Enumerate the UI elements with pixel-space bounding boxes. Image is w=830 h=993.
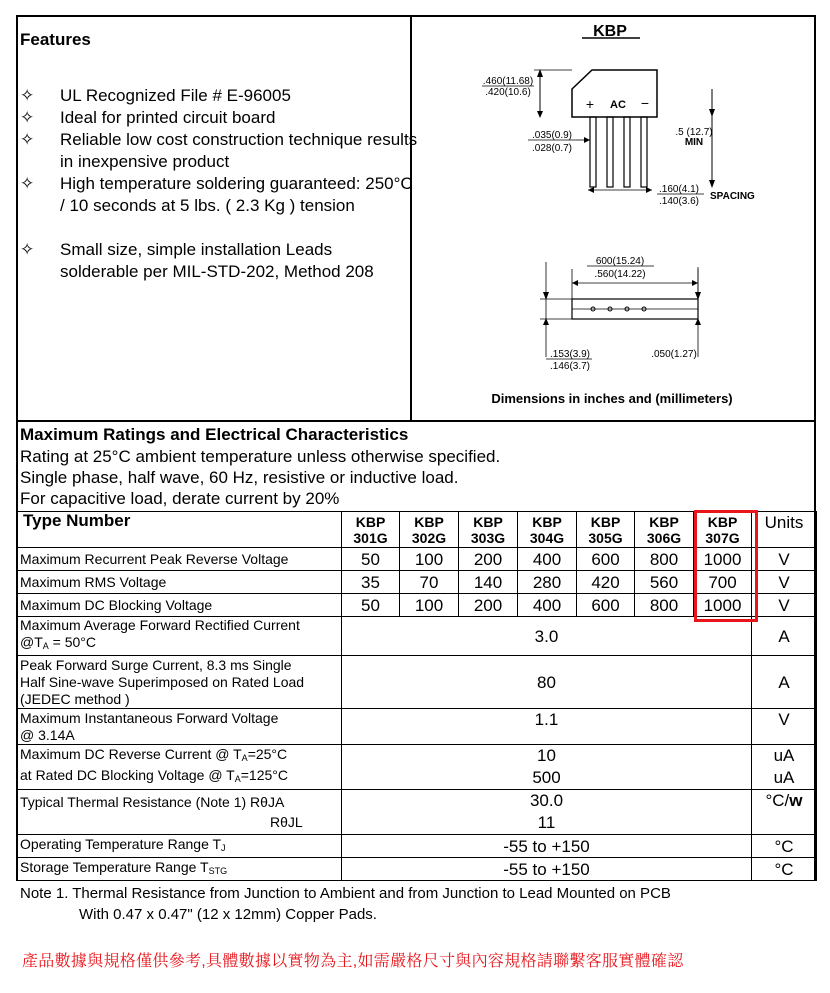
value-cell: 30.0 11 (342, 790, 752, 835)
star-bullet-icon: ✧ (20, 174, 35, 193)
dim-height-min: .420(10.6) (485, 87, 531, 98)
plus-symbol: + (585, 96, 595, 112)
value-cell: 100 (400, 548, 459, 571)
value-cell: 560 (635, 571, 694, 594)
model-header: KBP 304G (518, 512, 577, 548)
value-cell: 200 (459, 594, 518, 617)
dim-thickness-max: .153(3.9) (549, 349, 591, 360)
ratings-line: Rating at 25°C ambient temperature unless otherwise specified. (20, 447, 501, 466)
star-bullet-icon: ✧ (20, 86, 35, 105)
feature-item (20, 107, 410, 129)
value-cell: 1.1 (342, 709, 752, 745)
dim-lead-dia: .050(1.27) (651, 349, 697, 360)
value-cell: 420 (577, 571, 635, 594)
feature-text: Small size, simple installation Leads solderable per MIL-STD-202, Method 208 (60, 240, 374, 281)
unit-cell: A (752, 617, 817, 656)
model-header: KBP 305G (577, 512, 635, 548)
value-cell: 80 (342, 656, 752, 709)
value-cell: 3.0 (342, 617, 752, 656)
value-cell: -55 to +150 (342, 835, 752, 858)
value-cell: -55 to +150 (342, 858, 752, 881)
param-label: Maximum RMS Voltage (17, 571, 342, 594)
dim-height-max: .460(11.68) (482, 76, 534, 87)
value-cell: 700 (694, 571, 752, 594)
model-header: KBP 306G (635, 512, 694, 548)
note (20, 883, 671, 925)
unit-cell: V (752, 594, 817, 617)
value-cell: 200 (459, 548, 518, 571)
dim-width-max: 600(15.24) (595, 256, 645, 267)
dimensions-caption: Dimensions in inches and (millimeters) (491, 391, 733, 406)
dim-width-min: .560(14.22) (594, 269, 646, 280)
dim-thickness-min: .146(3.7) (549, 361, 591, 372)
dim-lead-length-min: MIN (684, 137, 704, 148)
highlight-box-307g (694, 510, 758, 622)
unit-cell: °C (752, 858, 817, 881)
table-row (17, 790, 817, 835)
value-cell: 100 (400, 594, 459, 617)
feature-text: Ideal for printed circuit board (60, 108, 276, 127)
table-row (17, 617, 817, 656)
value-cell: 800 (635, 548, 694, 571)
param-label: Operating Temperature Range $T_J$ (17, 835, 342, 858)
unit-cell: V (752, 709, 817, 745)
feature-text: Reliable low cost construction technique results in inexpensive product (60, 130, 418, 171)
feature-text: High temperature soldering guaranteed: 250°C / 10 seconds at 5 lbs. ( 2.3 Kg ) tension (60, 174, 413, 215)
value-cell: 1000 (694, 594, 752, 617)
param-label: Maximum Average Forward Rectified Current $@T_A = 50^\circ C$ (17, 617, 342, 656)
param-label: Maximum DC Blocking Voltage (17, 594, 342, 617)
ac-symbol: AC (610, 99, 626, 111)
value-cell: 1000 (694, 548, 752, 571)
table-row (17, 709, 817, 745)
ratings-line: For capacitive load, derate current by 20% (20, 489, 340, 508)
unit-cell: V (752, 548, 817, 571)
star-bullet-icon: ✧ (20, 108, 35, 127)
star-bullet-icon: ✧ (20, 130, 35, 149)
value-cell: 400 (518, 548, 577, 571)
star-bullet-icon: ✧ (20, 240, 35, 259)
table-row (17, 835, 817, 858)
unit-cell: uA uA (752, 745, 817, 790)
value-cell: 280 (518, 571, 577, 594)
value-cell: 50 (342, 548, 400, 571)
ratings-line: Single phase, half wave, 60 Hz, resistive or inductive load. (20, 468, 459, 487)
minus-symbol: − (640, 95, 650, 111)
param-label: Maximum DC Reverse Current @ $T_A=25^\circ C$ at Rated DC Blocking Voltage @ $T_A=125^\circ C$ (17, 745, 342, 790)
dim-lead-length: .5 (12.7) (675, 127, 713, 138)
feature-item (20, 129, 418, 173)
feature-item (20, 239, 410, 305)
note-line: Note 1. Thermal Resistance from Junction to Ambient and from Junction to Lead Mounted on PCB (20, 885, 671, 902)
dim-lead-width-min: .028(0.7) (531, 143, 573, 154)
feature-item (20, 85, 410, 107)
package-title: KBP (593, 23, 627, 40)
type-number-header: Type Number (17, 512, 342, 548)
note-line: With 0.47 x 0.47" (12 x 12mm) Copper Pads. (79, 906, 377, 923)
unit-cell: A (752, 656, 817, 709)
frame-section-divider (16, 420, 816, 422)
feature-text: UL Recognized File # E-96005 (60, 86, 291, 105)
model-header: KBP 301G (342, 512, 400, 548)
param-label: Peak Forward Surge Current, 8.3 ms Single Half Sine-wave Superimposed on Rated Load (JEDEC method ) (17, 656, 342, 709)
dim-spacing-min: .140(3.6) (658, 196, 700, 207)
units-header: Units (752, 512, 817, 548)
features-title: Features (20, 30, 91, 49)
value-cell: 800 (635, 594, 694, 617)
value-cell: 10 500 (342, 745, 752, 790)
ratings-title: Maximum Ratings and Electrical Characteristics (20, 425, 409, 444)
param-label: Storage Temperature Range $T_{STG}$ (17, 858, 342, 881)
model-header: KBP 303G (459, 512, 518, 548)
param-label: Maximum Recurrent Peak Reverse Voltage (17, 548, 342, 571)
value-cell: 400 (518, 594, 577, 617)
table-row (17, 656, 817, 709)
dim-spacing-max: .160(4.1) (658, 184, 700, 195)
disclaimer: 產品數據與規格僅供參考,具體數據以實物為主,如需嚴格尺寸與內容規格請聯繫客服實體確認 (22, 953, 684, 970)
unit-cell: V (752, 571, 817, 594)
value-cell: 600 (577, 548, 635, 571)
unit-cell: °C (752, 835, 817, 858)
table-row (17, 745, 817, 790)
package-drawing (412, 17, 814, 420)
value-cell: 70 (400, 571, 459, 594)
value-cell: 600 (577, 594, 635, 617)
param-label: Typical Thermal Resistance (Note 1) RθJA RθJL (17, 790, 342, 835)
value-cell: 140 (459, 571, 518, 594)
table-row (17, 858, 817, 881)
model-header: KBP 307G (694, 512, 752, 548)
param-label: Maximum Instantaneous Forward Voltage @ 3.14A (17, 709, 342, 745)
model-header: KBP 302G (400, 512, 459, 548)
feature-item (20, 173, 413, 239)
unit-cell: °C/w (752, 790, 817, 835)
dim-lead-width-max: .035(0.9) (531, 130, 573, 141)
spacing-label: SPACING (710, 191, 755, 202)
value-cell: 35 (342, 571, 400, 594)
value-cell: 50 (342, 594, 400, 617)
